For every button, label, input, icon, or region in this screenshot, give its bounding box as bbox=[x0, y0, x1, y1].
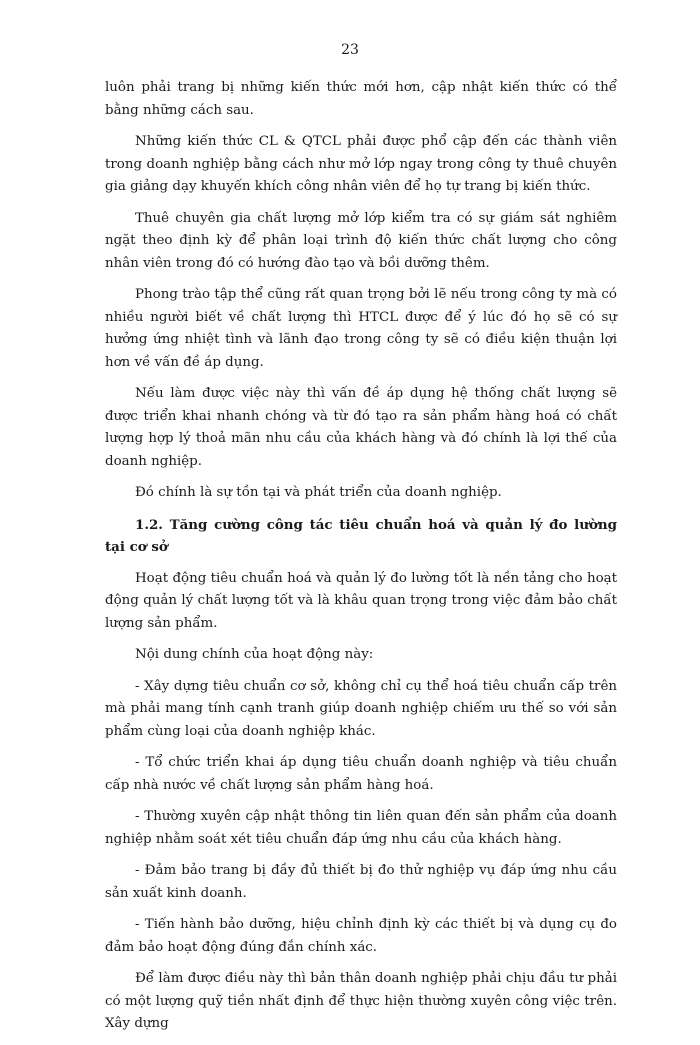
paragraph: Phong trào tập thể cũng rất quan trọng bởi lẽ nếu trong công ty mà có nhiều người biết về chất lượng thì HTCL được để ý lúc đó họ sẽ có sự hưởng ứng nhiệt tình và lãnh đạo trong công ty sẽ có điều kiện thuận lợi hơn về vấn đề áp dụng. bbox=[105, 287, 617, 370]
list-item: - Thường xuyên cập nhật thông tin liên quan đến sản phẩm của doanh nghiệp nhằm soát xét tiêu chuẩn đáp ứng nhu cầu của khách hàng. bbox=[105, 809, 617, 847]
paragraph: Đó chính là sự tồn tại và phát triển của doanh nghiệp. bbox=[135, 485, 502, 500]
list-item: - Đảm bảo trang bị đầy đủ thiết bị đo thử nghiệp vụ đáp ứng nhu cầu sản xuất kinh doanh. bbox=[105, 863, 617, 901]
paragraph: Nội dung chính của hoạt động này: bbox=[135, 647, 374, 662]
paragraph: Những kiến thức CL & QTCL phải được phổ cập đến các thành viên trong doanh nghiệp bằng cách như mở lớp ngay trong công ty thuê chuyên gia giảng dạy khuyến khích công nhân viên để họ tự trang bị kiến thức. bbox=[105, 134, 617, 194]
paragraph: luôn phải trang bị những kiến thức mới hơn, cập nhật kiến thức có thể bằng những cách sau. bbox=[105, 80, 617, 118]
page-number: 23 bbox=[341, 42, 359, 58]
paragraph: Thuê chuyên gia chất lượng mở lớp kiểm tra có sự giám sát nghiêm ngặt theo định kỳ để phân loại trình độ kiến thức chất lượng cho công nhân viên trong đó có hướng đào tạo và bồi dưỡng thêm. bbox=[105, 210, 617, 271]
section-heading: 1.2. Tăng cường công tác tiêu chuẩn hoá và quản lý đo lường tại cơ sở bbox=[105, 516, 617, 555]
page-body bbox=[105, 77, 617, 1045]
paragraph: Hoạt động tiêu chuẩn hoá và quản lý đo lường tốt là nền tảng cho hoạt động quản lý chất lượng tốt và là khâu quan trọng trong việc đảm bảo chất lượng sản phẩm. bbox=[105, 570, 617, 631]
paragraph: Nếu làm được việc này thì vấn đề áp dụng hệ thống chất lượng sẽ được triển khai nhanh chóng và từ đó tạo ra sản phẩm hàng hoá có chất lượng hợp lý thoả mãn nhu cầu của khách hàng và đó chính là lợi thế của doanh nghiệp. bbox=[105, 386, 617, 469]
list-item: - Tổ chức triển khai áp dụng tiêu chuẩn doanh nghiệp và tiêu chuẩn cấp nhà nước về chất lượng sản phẩm hàng hoá. bbox=[105, 755, 617, 793]
list-item: - Tiến hành bảo dưỡng, hiệu chỉnh định kỳ các thiết bị và dụng cụ đo đảm bảo hoạt động đúng đắn chính xác. bbox=[105, 917, 617, 955]
list-item: - Xây dựng tiêu chuẩn cơ sở, không chỉ cụ thể hoá tiêu chuẩn cấp trên mà phải mang tính cạnh tranh giúp doanh nghiệp chiếm ưu thế so với sản phẩm cùng loại của doanh nghiệp khác. bbox=[105, 678, 617, 739]
paragraph: Để làm được điều này thì bản thân doanh nghiệp phải chịu đầu tư phải có một lượng quỹ tiền nhất định để thực hiện thường xuyên công việc trên. Xây dựng bbox=[105, 971, 617, 1031]
